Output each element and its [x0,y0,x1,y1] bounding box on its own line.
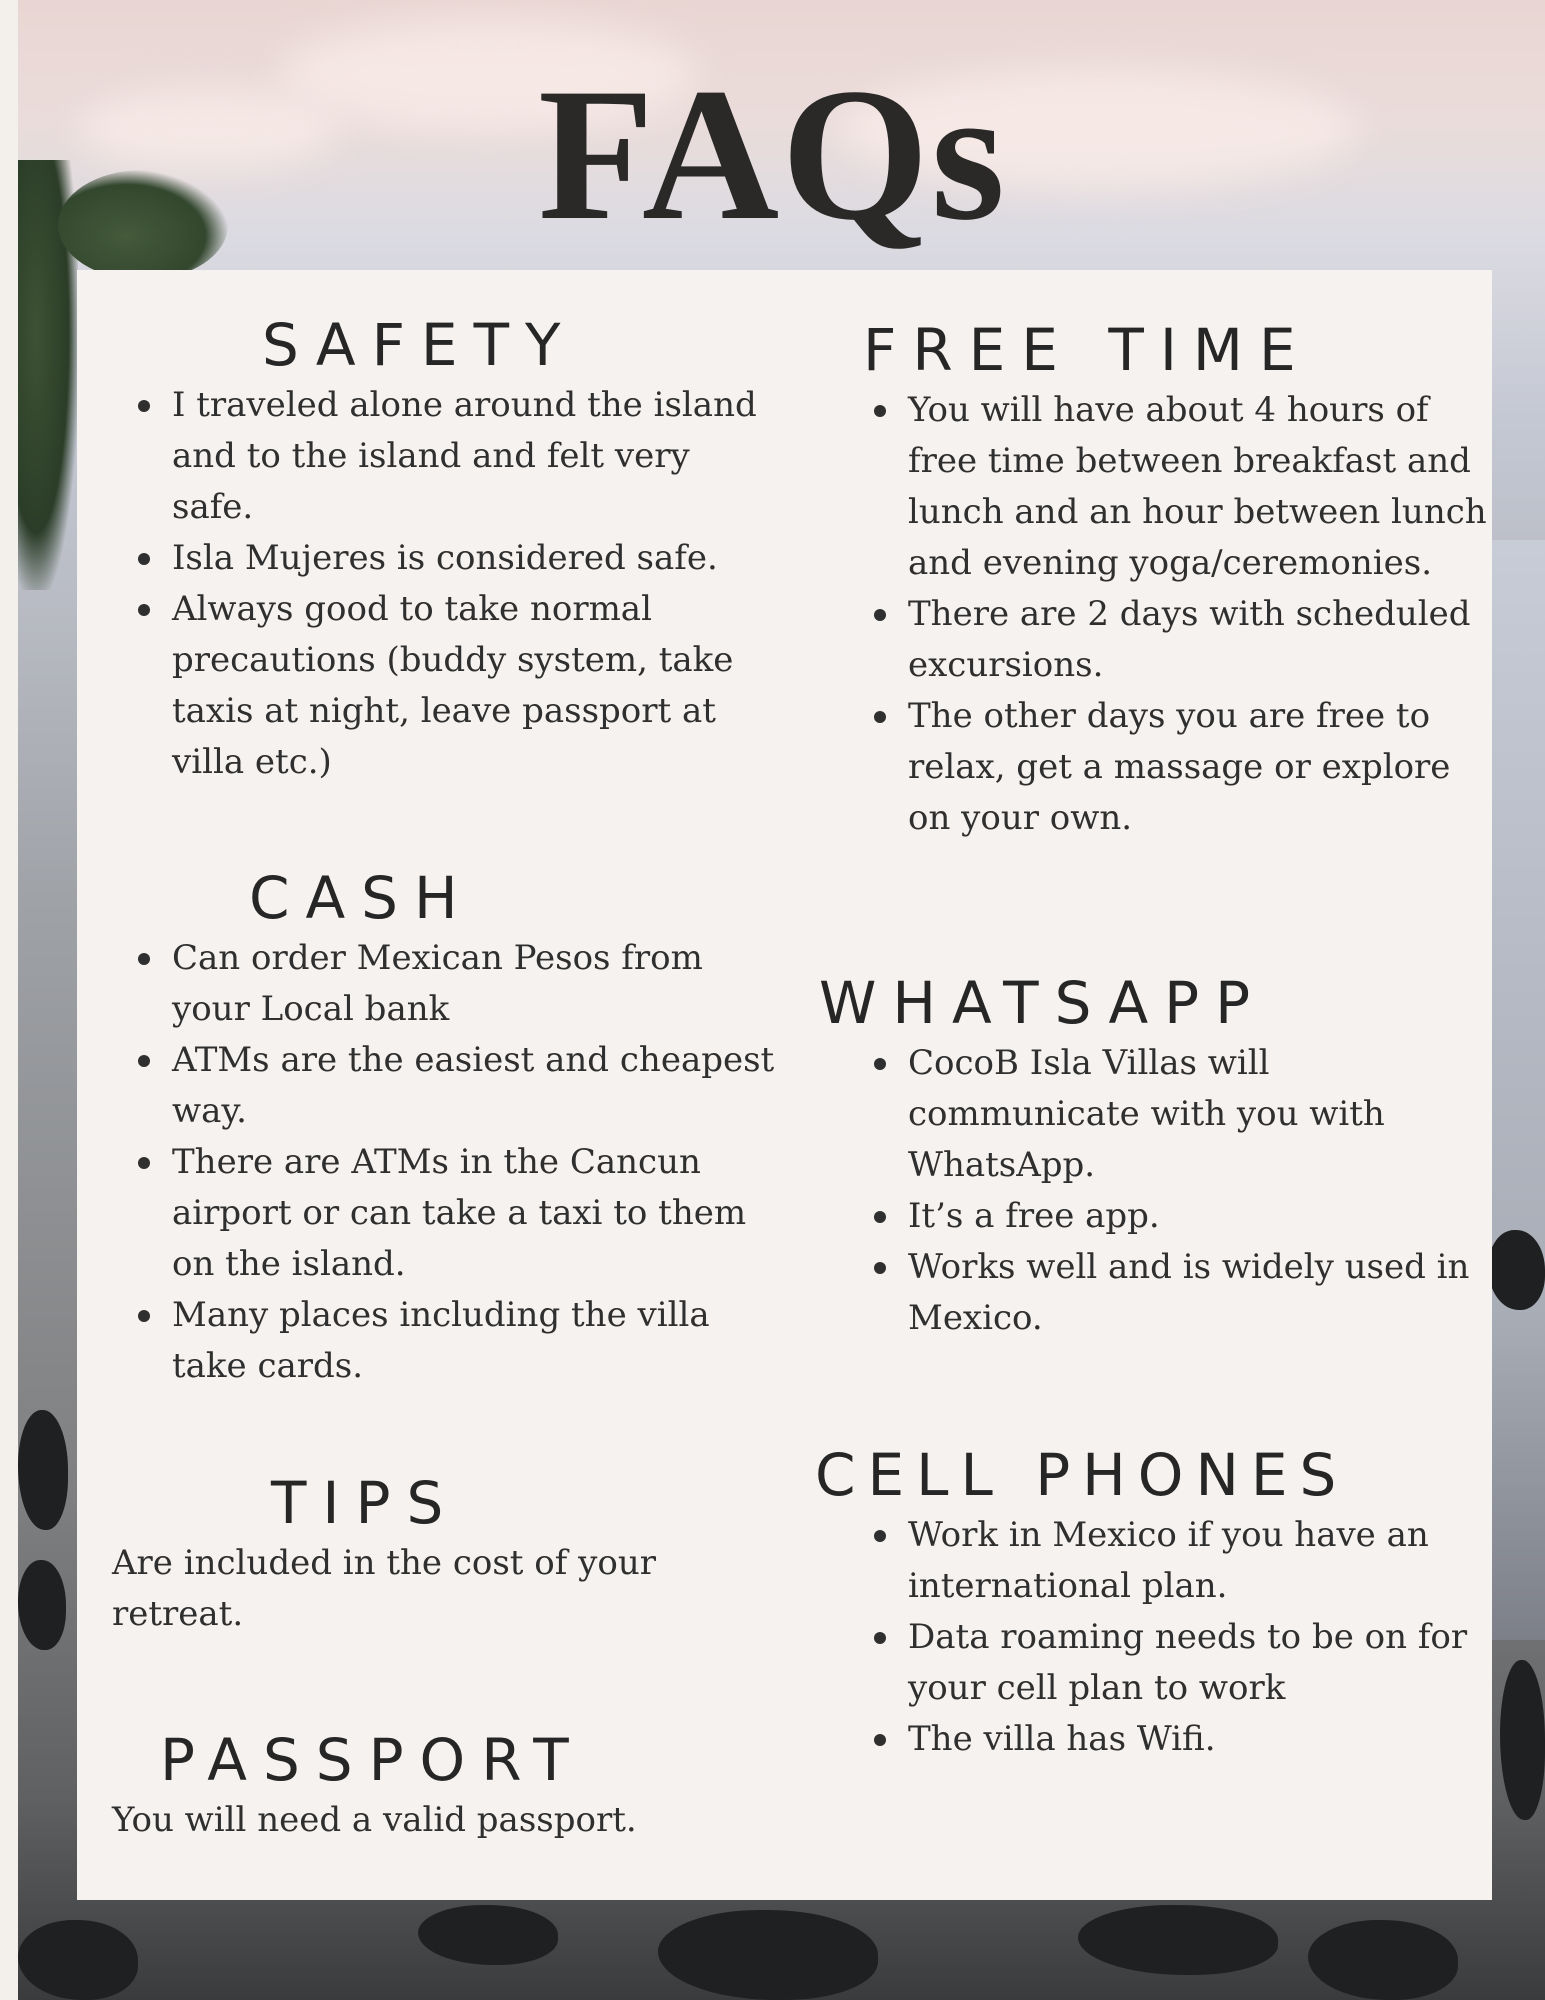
section-free-time [815,315,1492,844]
list-item: The other days you are free to relax, get a massage or explore on your own. [815,691,1492,844]
list-item: Many places including the villa take cards. [77,1290,777,1392]
rock [1078,1905,1278,1975]
list-item: Always good to take normal precautions (buddy system, take taxis at night, leave passport at villa etc.) [77,584,777,788]
rock [18,1920,138,2000]
rock [1500,1660,1545,1820]
list-item: Isla Mujeres is considered safe. [77,533,777,584]
section-cell-phones [815,1440,1492,1765]
section-safety [77,310,777,788]
section-whatsapp [815,968,1492,1344]
list-item: It’s a free app. [815,1191,1492,1242]
faq-card [77,270,1492,1900]
list-item: The villa has Wifi. [815,1714,1492,1765]
rock [658,1910,878,2000]
list-item: There are ATMs in the Cancun airport or can take a taxi to them on the island. [77,1137,777,1290]
list-item: Can order Mexican Pesos from your Local bank [77,933,777,1035]
section-heading: CELL PHONES [815,1441,1349,1509]
list-item: Works well and is widely used in Mexico. [815,1242,1492,1344]
list-item: Work in Mexico if you have an international plan. [815,1510,1492,1612]
section-heading: WHATSAPP [819,969,1267,1037]
bullet-list [77,380,777,788]
rock [18,1560,66,1650]
rock [1488,1230,1545,1310]
section-body: You will need a valid passport. [112,1800,637,1840]
section-heading: PASSPORT [160,1726,585,1794]
section-cash [77,863,777,1392]
section-body: Are included in the cost of your retreat. [112,1543,656,1634]
section-heading: CASH [249,864,474,932]
bullet-list [815,1038,1492,1344]
section-heading: TIPS [271,1469,460,1537]
bullet-list [815,385,1492,844]
rock [18,1410,68,1530]
section-heading: FREE TIME [863,316,1312,384]
page-title: FAQs [538,50,1007,260]
section-passport [77,1725,777,1846]
list-item: I traveled alone around the island and to the island and felt very safe. [77,380,777,533]
bullet-list [77,933,777,1392]
section-heading: SAFETY [262,311,577,379]
rock [1308,1920,1458,2000]
list-item: CocoB Isla Villas will communicate with you with WhatsApp. [815,1038,1492,1191]
list-item: There are 2 days with scheduled excursions. [815,589,1492,691]
list-item: ATMs are the easiest and cheapest way. [77,1035,777,1137]
list-item: Data roaming needs to be on for your cell plan to work [815,1612,1492,1714]
left-margin-strip [0,0,18,2000]
section-tips [77,1468,777,1640]
list-item: You will have about 4 hours of free time between breakfast and lunch and an hour between lunch and evening yoga/ceremonies. [815,385,1492,589]
rock [418,1905,558,1965]
bullet-list [815,1510,1492,1765]
